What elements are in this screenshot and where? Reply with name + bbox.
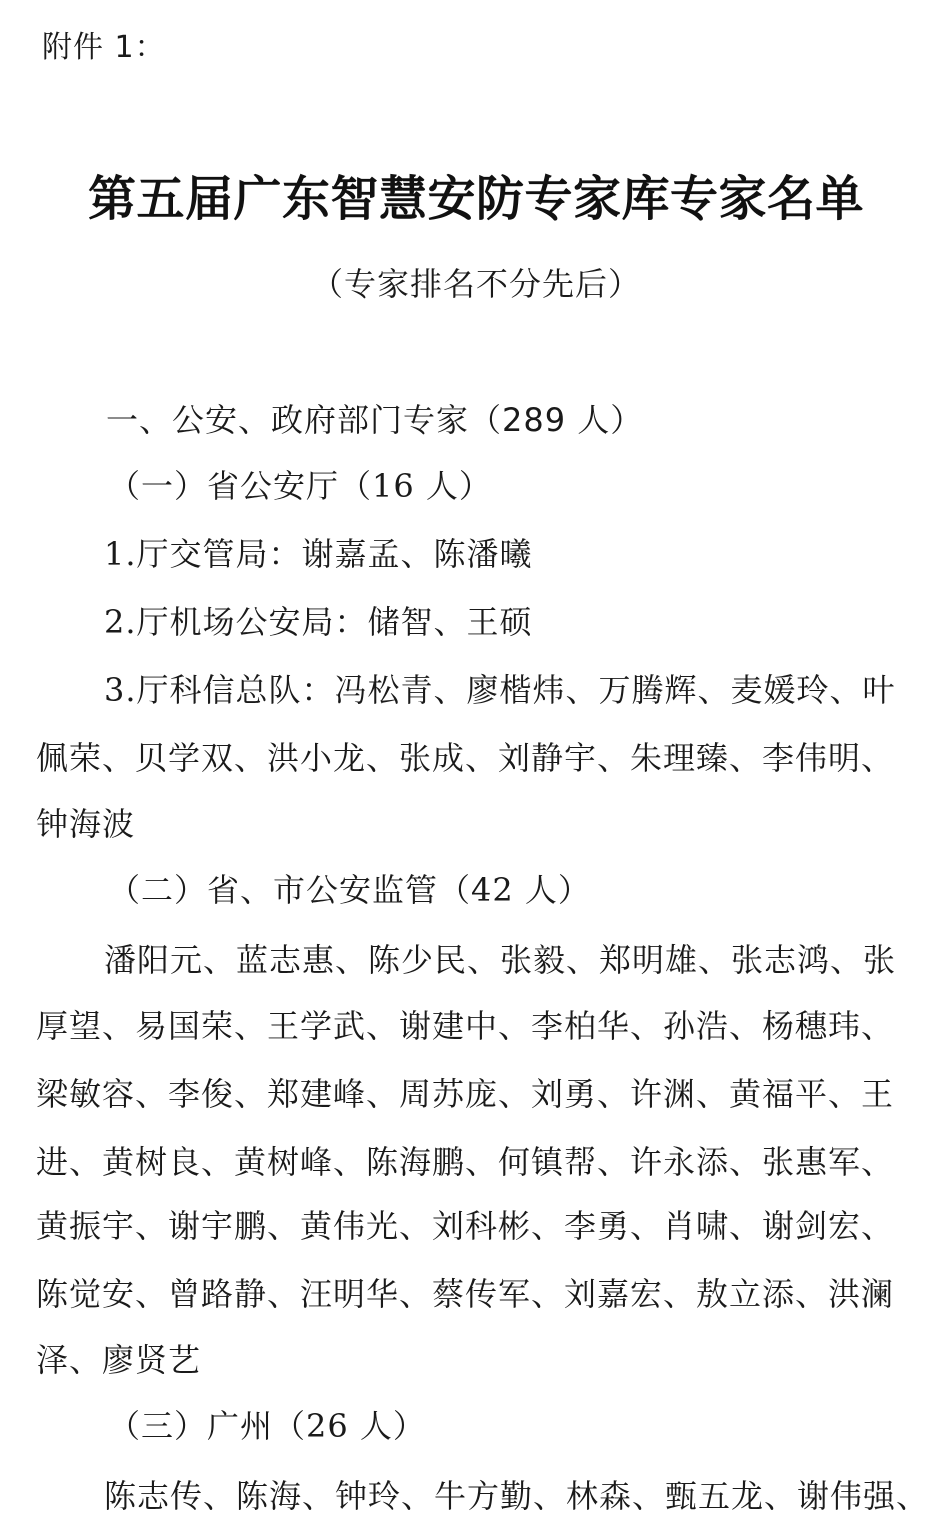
list-item: 2.厅机场公安局：储智、王硕 <box>104 603 533 641</box>
document-title: 第五届广东智慧安防专家库专家名单 <box>87 171 864 227</box>
document-subtitle: （专家排名不分先后） <box>310 265 641 303</box>
list-item: 1.厅交管局：谢嘉孟、陈潘曦 <box>104 535 533 573</box>
paragraph-line: 进、黄树良、黄树峰、陈海鹏、何镇帮、许永添、张惠军、 <box>36 1143 895 1181</box>
paragraph-line: 厚望、易国荣、王学武、谢建中、李柏华、孙浩、杨穗玮、 <box>36 1007 895 1045</box>
paragraph-line: 陈志传、陈海、钟玲、牛方勤、林森、甄五龙、谢伟强、 <box>104 1477 930 1515</box>
subsection-heading: （二）省、市公安监管（42 人） <box>108 871 591 909</box>
paragraph-line: 泽、廖贤艺 <box>36 1341 202 1379</box>
list-item-line: 佩荣、贝学双、洪小龙、张成、刘静宇、朱理臻、李伟明、 <box>36 739 895 777</box>
list-item-line: 钟海波 <box>36 805 136 843</box>
list-item-line: 3.厅科信总队：冯松青、廖楷炜、万腾辉、麦媛玲、叶 <box>104 671 896 709</box>
subsection-heading: （一）省公安厅（16 人） <box>108 467 492 505</box>
attachment-label: 附件 1： <box>42 30 166 65</box>
paragraph-line: 潘阳元、蓝志惠、陈少民、张毅、郑明雄、张志鸿、张 <box>104 941 897 979</box>
section-heading: 一、公安、政府部门专家（289 人） <box>106 401 644 439</box>
paragraph-line: 陈觉安、曾路静、汪明华、蔡传军、刘嘉宏、敖立添、洪澜 <box>36 1275 895 1313</box>
subsection-heading: （三）广州（26 人） <box>108 1407 426 1445</box>
paragraph-line: 黄振宇、谢宇鹏、黄伟光、刘科彬、李勇、肖啸、谢剑宏、 <box>36 1207 895 1245</box>
paragraph-line: 梁敏容、李俊、郑建峰、周苏庞、刘勇、许渊、黄福平、王 <box>36 1075 895 1113</box>
